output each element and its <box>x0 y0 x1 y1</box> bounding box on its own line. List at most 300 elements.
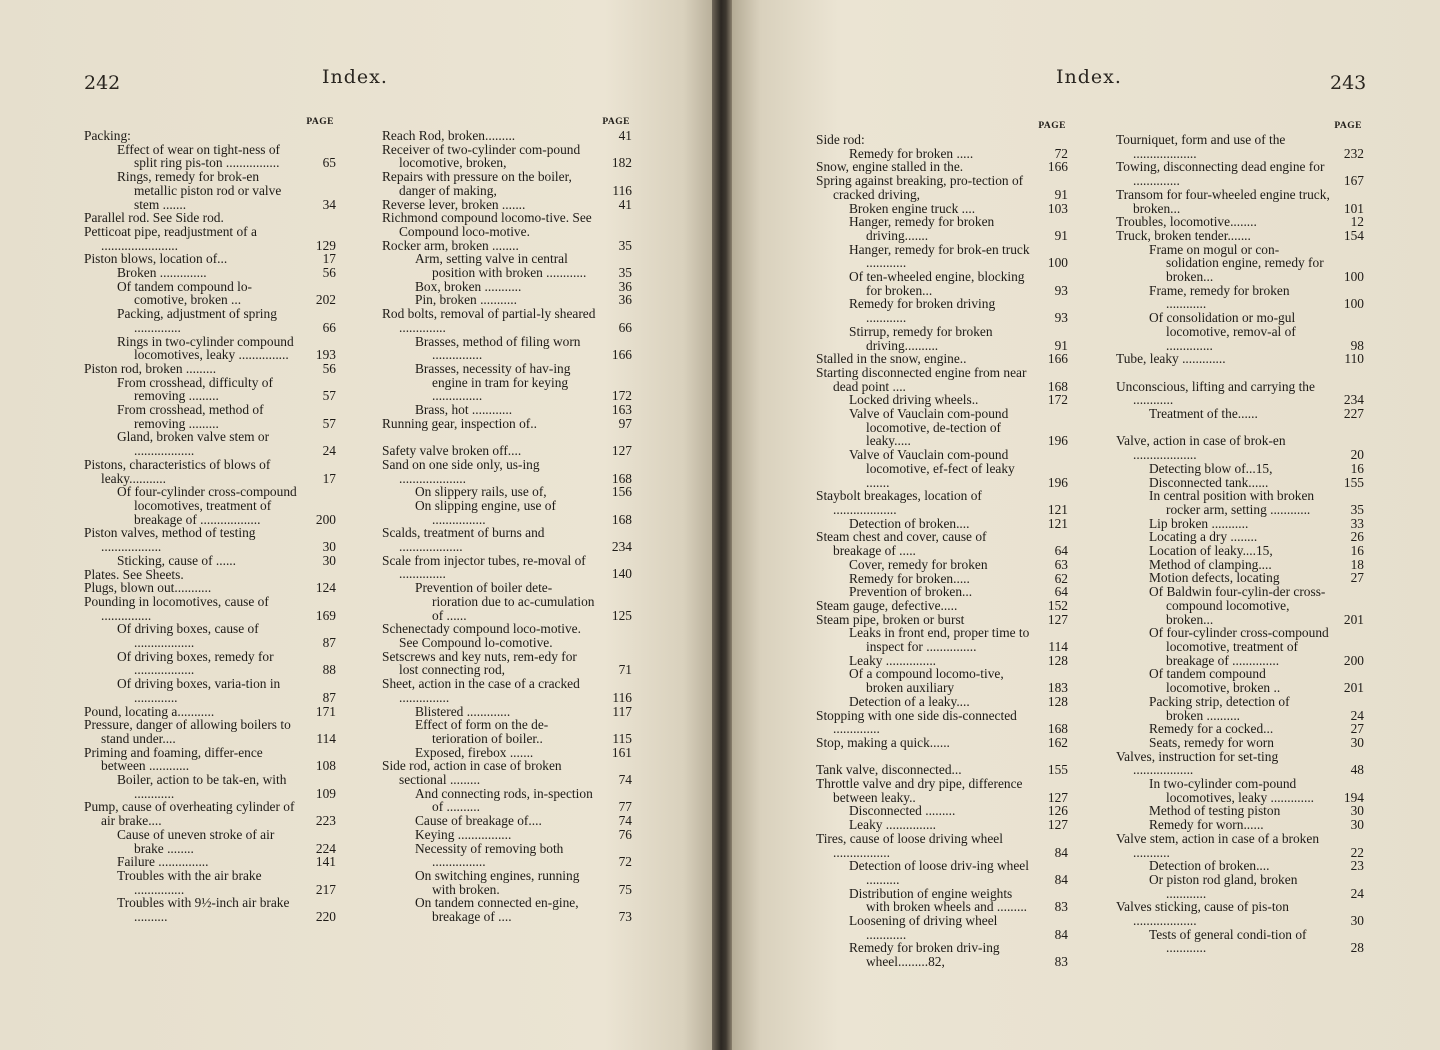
index-entry <box>382 526 632 553</box>
index-entry <box>816 599 1068 613</box>
index-entry-page: 155 <box>1343 474 1364 490</box>
index-entry-text: Or piston rod gland, broken ............ <box>1149 871 1298 901</box>
section-gap <box>382 430 632 444</box>
column-page-header: PAGE <box>1334 121 1362 131</box>
index-entry-text: Cause of breakage of.... <box>415 813 542 829</box>
left-index-column-2 <box>382 116 632 924</box>
index-entry <box>84 568 336 582</box>
index-entry-page: 35 <box>618 237 632 253</box>
index-entry-page: 220 <box>315 909 336 925</box>
index-entry-page: 57 <box>322 415 336 431</box>
index-entry-page: 167 <box>1343 173 1364 189</box>
index-entry-text: Schenectady compound loco-motive. See Compound lo-comotive. <box>382 621 581 650</box>
index-entry <box>816 448 1068 489</box>
index-entry-text: Of Baldwin four-cylin-der cross-compound locomotive, broken... <box>1149 584 1326 627</box>
index-entry <box>1116 859 1364 873</box>
index-entry <box>816 215 1068 242</box>
section-gap <box>816 750 1068 764</box>
index-entry <box>382 362 632 403</box>
index-entry-page: 201 <box>1343 680 1364 696</box>
index-entry-page: 168 <box>1047 721 1068 737</box>
index-entry-page: 17 <box>322 470 336 486</box>
index-entry-text: Sticking, cause of ...... <box>117 552 237 568</box>
section-gap <box>1116 366 1364 380</box>
index-entry-page: 116 <box>612 182 632 198</box>
index-entry-text: Of consolidation or mo-gul locomotive, remov-al of .............. <box>1149 310 1296 353</box>
index-entry-text: Stirrup, remedy for broken driving.......... <box>849 323 993 353</box>
index-entry <box>382 280 632 294</box>
index-entry-text: Stalled in the snow, engine.. <box>816 351 967 367</box>
index-entry <box>1116 544 1364 558</box>
index-entry-text: Snow, engine stalled in the. <box>816 159 964 175</box>
index-entry <box>816 763 1068 777</box>
index-entry <box>816 832 1068 859</box>
index-entry-text: Gland, broken valve stem or .................. <box>117 429 270 459</box>
index-entry <box>382 842 632 869</box>
index-entry-page: 128 <box>1047 693 1068 709</box>
index-entry-text: Tube, leaky ............. <box>1116 351 1226 367</box>
index-entry <box>382 650 632 677</box>
index-entry-text: Reverse lever, broken ....... <box>382 196 526 212</box>
index-entry-text: Starting disconnected engine from near dead point .... <box>816 364 1027 394</box>
index-entry-text: Of ten-wheeled engine, blocking for broken... <box>849 269 1025 298</box>
column-page-header: PAGE <box>306 117 334 127</box>
index-entry <box>84 773 336 800</box>
index-entry <box>84 280 336 307</box>
index-entry-page: 116 <box>612 689 632 705</box>
index-entry <box>1116 873 1364 900</box>
index-entry-text: Broken .............. <box>117 265 207 281</box>
index-entry-text: Remedy for broken driving ............ <box>849 296 996 326</box>
column-page-header: PAGE <box>602 117 630 127</box>
index-entry-page: 128 <box>1047 652 1068 668</box>
index-entry-page: 30 <box>322 539 336 555</box>
index-entry-text: Truck, broken tender....... <box>1116 227 1251 243</box>
index-entry <box>816 941 1068 968</box>
index-entry-page: 83 <box>1054 954 1068 970</box>
index-entry <box>84 211 336 225</box>
index-entry-text: Side rod, action in case of broken sectional ......... <box>382 758 562 788</box>
index-entry-page: 28 <box>1350 940 1364 956</box>
index-entry <box>1116 722 1364 736</box>
index-entry-page: 152 <box>1047 597 1068 613</box>
index-entry <box>382 211 632 238</box>
index-entry <box>382 239 632 253</box>
index-entry-text: Troubles with the air brake ............... <box>117 867 262 897</box>
index-entry <box>382 869 632 896</box>
index-entry <box>816 174 1068 201</box>
index-entry <box>816 818 1068 832</box>
index-entry-page: 114 <box>1048 639 1068 655</box>
index-entry-text: From crosshead, method of removing ......... <box>117 402 264 431</box>
index-entry-text: Leaks in front end, proper time to inspect for ............... <box>849 625 1030 655</box>
index-entry-text: Piston blows, location of... <box>84 251 228 267</box>
index-entry-text: Disconnected ......... <box>849 803 956 819</box>
index-entry-text: Disconnected tank...... <box>1149 474 1269 490</box>
index-entry-page: 18 <box>1350 556 1364 572</box>
index-entry-page: 108 <box>315 758 336 774</box>
index-entry <box>382 335 632 362</box>
index-entry-page: 109 <box>315 785 336 801</box>
index-entry <box>1116 311 1364 352</box>
index-entry-page: 62 <box>1054 570 1068 586</box>
index-entry-text: Seats, remedy for worn <box>1149 734 1274 750</box>
index-entry-text: Leaky ............... <box>849 652 937 668</box>
index-entry-text: Method of clamping.... <box>1149 556 1272 572</box>
index-entry-text: Stop, making a quick...... <box>816 734 950 750</box>
index-entry <box>84 266 336 280</box>
index-entry <box>382 444 632 458</box>
index-entry-text: Rocker arm, broken ........ <box>382 237 519 253</box>
index-entry-text: Effect of form on the de-terioration of boiler.. <box>415 717 549 746</box>
right-page <box>732 0 1440 1050</box>
index-entry-text: Remedy for broken driv-ing wheel.........82, <box>849 940 1000 970</box>
index-entry-page: 66 <box>322 319 336 335</box>
index-entry <box>84 746 336 773</box>
index-entry-page: 234 <box>1343 392 1364 408</box>
index-entry-text: Receiver of two-cylinder com-pound locomotive, broken, <box>382 141 581 171</box>
index-entry <box>84 458 336 485</box>
index-entry <box>1116 229 1364 243</box>
index-entry <box>84 677 336 704</box>
index-entry-page: 193 <box>315 347 336 363</box>
index-entry-text: Valve stem, action in case of a broken ........... <box>1116 830 1320 860</box>
index-entry <box>816 133 1068 147</box>
index-entry-text: Locating a dry ........ <box>1149 529 1258 545</box>
index-entry-text: Steam chest and cover, cause of breakage of ..... <box>816 529 987 559</box>
index-entry-page: 74 <box>618 772 632 788</box>
index-entry <box>816 613 1068 627</box>
index-entry-text: Tank valve, disconnected... <box>816 762 962 778</box>
index-entry <box>84 362 336 376</box>
index-entry-text: Reach Rod, broken......... <box>382 128 516 143</box>
index-entry-page: 194 <box>1343 789 1364 805</box>
index-entry-page: 64 <box>1054 584 1068 600</box>
index-entry <box>1116 476 1364 490</box>
index-entry-text: Throttle valve and dry pipe, difference between leaky.. <box>816 776 1023 805</box>
index-entry-page: 100 <box>1047 255 1068 271</box>
index-entry-page: 182 <box>611 155 632 171</box>
index-entry-page: 127 <box>611 443 632 459</box>
index-entry-text: Tourniquet, form and use of the ................... <box>1116 132 1286 161</box>
index-entry-text: Pound, locating a........... <box>84 703 215 719</box>
index-entry-text: Of tandem compound locomotive, broken .. <box>1149 666 1281 696</box>
index-entry-text: Method of testing piston <box>1149 803 1281 819</box>
index-entry-page: 101 <box>1343 200 1364 216</box>
index-entry-text: Cover, remedy for broken <box>849 556 988 572</box>
index-entry-text: Broken engine truck .... <box>849 200 976 216</box>
index-entry <box>382 143 632 170</box>
index-entry-page: 56 <box>322 360 336 376</box>
index-entry-text: Parallel rod. See Side rod. <box>84 210 224 226</box>
index-entry-text: Sand on one side only, us-ing .................... <box>382 456 540 486</box>
index-entry-page: 23 <box>1350 858 1364 874</box>
index-entry-text: Pistons, characteristics of blows of leaky........... <box>84 456 271 486</box>
index-entry <box>1116 571 1364 585</box>
index-entry-text: Cause of uneven stroke of air brake ........ <box>117 826 275 856</box>
index-entry-text: Necessity of removing both ................ <box>415 840 564 870</box>
index-entry-text: Lip broken ........... <box>1149 515 1249 531</box>
index-entry-text: Valves sticking, cause of pis-ton ................... <box>1116 899 1289 929</box>
index-entry-page: 234 <box>611 539 632 555</box>
index-entry-page: 16 <box>1350 543 1364 559</box>
index-entry-text: Treatment of the...... <box>1149 406 1258 422</box>
index-entry-page: 72 <box>618 854 632 870</box>
index-entry-text: On slippery rails, use of, <box>415 484 547 500</box>
index-entry <box>84 718 336 745</box>
index-entry-text: Detecting blow of...15, <box>1149 460 1273 476</box>
index-entry <box>816 270 1068 297</box>
index-entry <box>1116 407 1364 421</box>
index-entry <box>1116 750 1364 777</box>
index-entry-page: 57 <box>322 388 336 404</box>
index-entry-text: From crosshead, difficulty of removing ......... <box>117 374 273 404</box>
index-entry-text: On slipping engine, use of ................ <box>415 497 556 527</box>
index-entry-page: 172 <box>611 388 632 404</box>
index-entry-text: Of driving boxes, varia-tion in ............. <box>117 676 281 705</box>
index-entry <box>1116 489 1364 516</box>
index-entry-page: 223 <box>315 813 336 829</box>
index-entry-page: 168 <box>611 511 632 527</box>
index-entry-page: 66 <box>618 319 632 335</box>
index-entry-page: 114 <box>316 730 336 746</box>
index-entry-page: 24 <box>1350 885 1364 901</box>
index-entry-text: Piston valves, method of testing .................. <box>84 525 256 555</box>
index-entry <box>816 695 1068 709</box>
index-entry <box>816 243 1068 270</box>
index-entry-text: Rings, remedy for brok-en metallic piston rod or valve stem ....... <box>117 169 282 212</box>
index-entry-text: Brasses, method of filing worn ............... <box>415 333 581 363</box>
index-entry <box>382 814 632 828</box>
index-entry-text: Failure ............... <box>117 854 209 870</box>
index-entry-text: Prevention of boiler dete-rioration due to ac-cumulation of ...... <box>415 580 595 623</box>
index-entry-page: 183 <box>1047 680 1068 696</box>
index-entry-page: 200 <box>315 511 336 527</box>
index-entry <box>1116 626 1364 667</box>
index-entry <box>382 129 632 143</box>
index-entry <box>816 558 1068 572</box>
index-entry-text: And connecting rods, in-spection of .......... <box>415 785 593 815</box>
index-entry-page: 83 <box>1054 899 1068 915</box>
index-entry-page: 72 <box>1054 145 1068 161</box>
index-entry <box>84 307 336 334</box>
index-entry-text: Detection of broken.... <box>849 515 970 531</box>
index-entry <box>816 489 1068 516</box>
index-entry-text: Frame on mogul or con-solidation engine, remedy for broken... <box>1149 241 1324 285</box>
index-entry-text: Sheet, action in the case of a cracked ............... <box>382 676 580 705</box>
index-entry-page: 121 <box>1047 515 1068 531</box>
index-entry-text: Of driving boxes, cause of .................. <box>117 621 259 651</box>
index-entry <box>382 718 632 745</box>
index-entry-page: 124 <box>315 580 336 596</box>
index-entry-text: Tests of general condi-tion of ............ <box>1149 926 1307 956</box>
index-entry-text: Valve of Vauclain com-pound locomotive, ef-fect of leaky ....... <box>849 447 1015 490</box>
index-entry-text: Running gear, inspection of.. <box>382 415 537 431</box>
index-entry <box>1116 832 1364 859</box>
index-entry-page: 93 <box>1054 310 1068 326</box>
index-entry-text: Of four-cylinder cross-compound locomotive, treatment of breakage of .............. <box>1149 625 1329 668</box>
index-entry-page: 84 <box>1054 926 1068 942</box>
index-entry-page: 166 <box>1047 159 1068 175</box>
index-entry <box>816 572 1068 586</box>
index-entry <box>1116 188 1364 215</box>
index-entry-page: 163 <box>611 402 632 418</box>
index-entry-page: 232 <box>1343 145 1364 161</box>
index-entry <box>84 705 336 719</box>
index-entry-page: 91 <box>1054 186 1068 202</box>
index-entry-text: Side rod: <box>816 132 865 147</box>
index-entry <box>382 293 632 307</box>
index-entry <box>816 393 1068 407</box>
section-gap <box>1116 421 1364 435</box>
index-entry-text: Scalds, treatment of burns and ................... <box>382 525 545 555</box>
index-entry-page: 77 <box>618 799 632 815</box>
index-entry <box>816 366 1068 393</box>
index-entry-text: Towing, disconnecting dead engine for .............. <box>1116 159 1325 189</box>
index-entry <box>84 526 336 553</box>
index-entry <box>816 859 1068 886</box>
index-entry-text: Exposed, firebox ....... <box>415 744 534 760</box>
book-gutter <box>712 0 732 1050</box>
index-entry-page: 84 <box>1054 844 1068 860</box>
index-entry-page: 162 <box>1047 734 1068 750</box>
index-entry <box>816 202 1068 216</box>
index-entry-page: 100 <box>1343 269 1364 285</box>
index-entry-page: 41 <box>618 196 632 212</box>
index-entry <box>816 626 1068 653</box>
index-entry-text: Transom for four-wheeled engine truck, broken... <box>1116 186 1330 216</box>
index-entry <box>382 581 632 622</box>
index-entry <box>382 307 632 334</box>
index-entry <box>382 705 632 719</box>
index-entry-page: 127 <box>1047 817 1068 833</box>
index-entry-page: 200 <box>1343 652 1364 668</box>
index-entry <box>1116 160 1364 187</box>
index-entry-text: Rings in two-cylinder compound locomotives, leaky ............... <box>117 333 294 363</box>
index-entry-text: Pounding in locomotives, cause of ............... <box>84 593 269 623</box>
index-entry-page: 168 <box>611 470 632 486</box>
index-entry <box>1116 818 1364 832</box>
index-entry <box>816 887 1068 914</box>
index-entry <box>84 828 336 855</box>
index-entry-text: Troubles, locomotive........ <box>1116 214 1257 230</box>
index-entry <box>382 252 632 279</box>
index-entry <box>382 746 632 760</box>
index-entry-page: 20 <box>1350 447 1364 463</box>
index-entry <box>382 403 632 417</box>
index-entry-page: 71 <box>618 662 632 678</box>
index-entry <box>382 896 632 923</box>
index-entry <box>382 677 632 704</box>
index-entry-text: Remedy for broken ..... <box>849 145 974 161</box>
index-entry <box>1116 558 1364 572</box>
index-entry-text: Brass, hot ............ <box>415 402 513 418</box>
index-entry-text: Frame, remedy for broken ............ <box>1149 282 1290 312</box>
index-entry-text: Plates. See Sheets. <box>84 566 184 582</box>
index-entry-page: 97 <box>618 415 632 431</box>
index-entry <box>1116 380 1364 407</box>
index-entry-text: Unconscious, lifting and carrying the ............ <box>1116 378 1315 408</box>
index-entry-page: 126 <box>1047 803 1068 819</box>
index-entry-page: 30 <box>322 552 336 568</box>
index-entry-text: Packing: <box>84 128 131 143</box>
index-entry <box>84 335 336 362</box>
index-entry <box>1116 352 1364 366</box>
index-entry <box>1116 900 1364 927</box>
index-entry-page: 48 <box>1350 762 1364 778</box>
index-entry <box>382 458 632 485</box>
index-entry <box>84 622 336 649</box>
index-entry-page: 121 <box>1047 501 1068 517</box>
index-entry <box>84 855 336 869</box>
index-entry <box>84 595 336 622</box>
index-entry-page: 93 <box>1054 282 1068 298</box>
index-entry <box>84 129 336 143</box>
index-entry <box>816 297 1068 324</box>
index-entry <box>816 804 1068 818</box>
index-entry-page: 125 <box>611 607 632 623</box>
index-entry <box>84 225 336 252</box>
index-entry <box>816 667 1068 694</box>
index-entry <box>816 160 1068 174</box>
index-entry-page: 217 <box>315 881 336 897</box>
index-entry-text: Brasses, necessity of hav-ing engine in tram for keying ............... <box>415 360 571 404</box>
index-entry-text: Plugs, blown out........... <box>84 580 212 596</box>
index-entry <box>382 759 632 786</box>
index-entry-page: 196 <box>1047 433 1068 449</box>
index-entry-text: Remedy for a cocked... <box>1149 721 1274 737</box>
index-entry-text: Effect of wear on tight-ness of split ring pis-ton ................ <box>117 141 280 171</box>
index-entry-page: 227 <box>1343 406 1364 422</box>
index-entry-page: 103 <box>1047 200 1068 216</box>
index-entry-text: Safety valve broken off.... <box>382 443 522 459</box>
index-entry <box>382 499 632 526</box>
index-entry-page: 87 <box>322 635 336 651</box>
index-entry-text: Valve of Vauclain com-pound locomotive, de-tection of leaky..... <box>849 406 1009 449</box>
index-entry <box>84 170 336 211</box>
index-entry-page: 30 <box>1350 803 1364 819</box>
index-entry-text: Of driving boxes, remedy for .................. <box>117 648 274 678</box>
index-entry <box>816 325 1068 352</box>
index-entry-page: 172 <box>1047 392 1068 408</box>
index-entry-page: 127 <box>1047 789 1068 805</box>
index-entry-text: Setscrews and key nuts, rem-edy for lost connecting rod, <box>382 648 577 678</box>
index-entry-page: 98 <box>1350 337 1364 353</box>
index-entry-text: On switching engines, running with broken. <box>415 867 580 897</box>
index-entry-page: 12 <box>1350 214 1364 230</box>
index-entry-page: 155 <box>1047 762 1068 778</box>
index-entry <box>84 252 336 266</box>
index-entry <box>816 654 1068 668</box>
index-entry <box>84 650 336 677</box>
index-entry <box>816 709 1068 736</box>
index-entry <box>1116 462 1364 476</box>
left-running-head: Index. <box>322 66 388 88</box>
index-entry-text: Of tandem compound lo-comotive, broken ... <box>117 278 252 308</box>
index-entry-page: 201 <box>1343 611 1364 627</box>
index-entry-page: 26 <box>1350 529 1364 545</box>
right-page-number: 243 <box>1330 72 1367 94</box>
index-entry-page: 202 <box>315 292 336 308</box>
index-entry-text: Staybolt breakages, location of ................... <box>816 488 982 517</box>
index-entry-page: 63 <box>1054 556 1068 572</box>
index-entry-page: 16 <box>1350 460 1364 476</box>
index-entry-text: Distribution of engine weights with broken wheels and ......... <box>849 885 1028 915</box>
index-entry <box>84 896 336 923</box>
index-entry-page: 36 <box>618 292 632 308</box>
index-entry-text: Of four-cylinder cross-compound locomotives, treatment of breakage of .................. <box>117 484 297 527</box>
index-entry-page: 166 <box>611 347 632 363</box>
